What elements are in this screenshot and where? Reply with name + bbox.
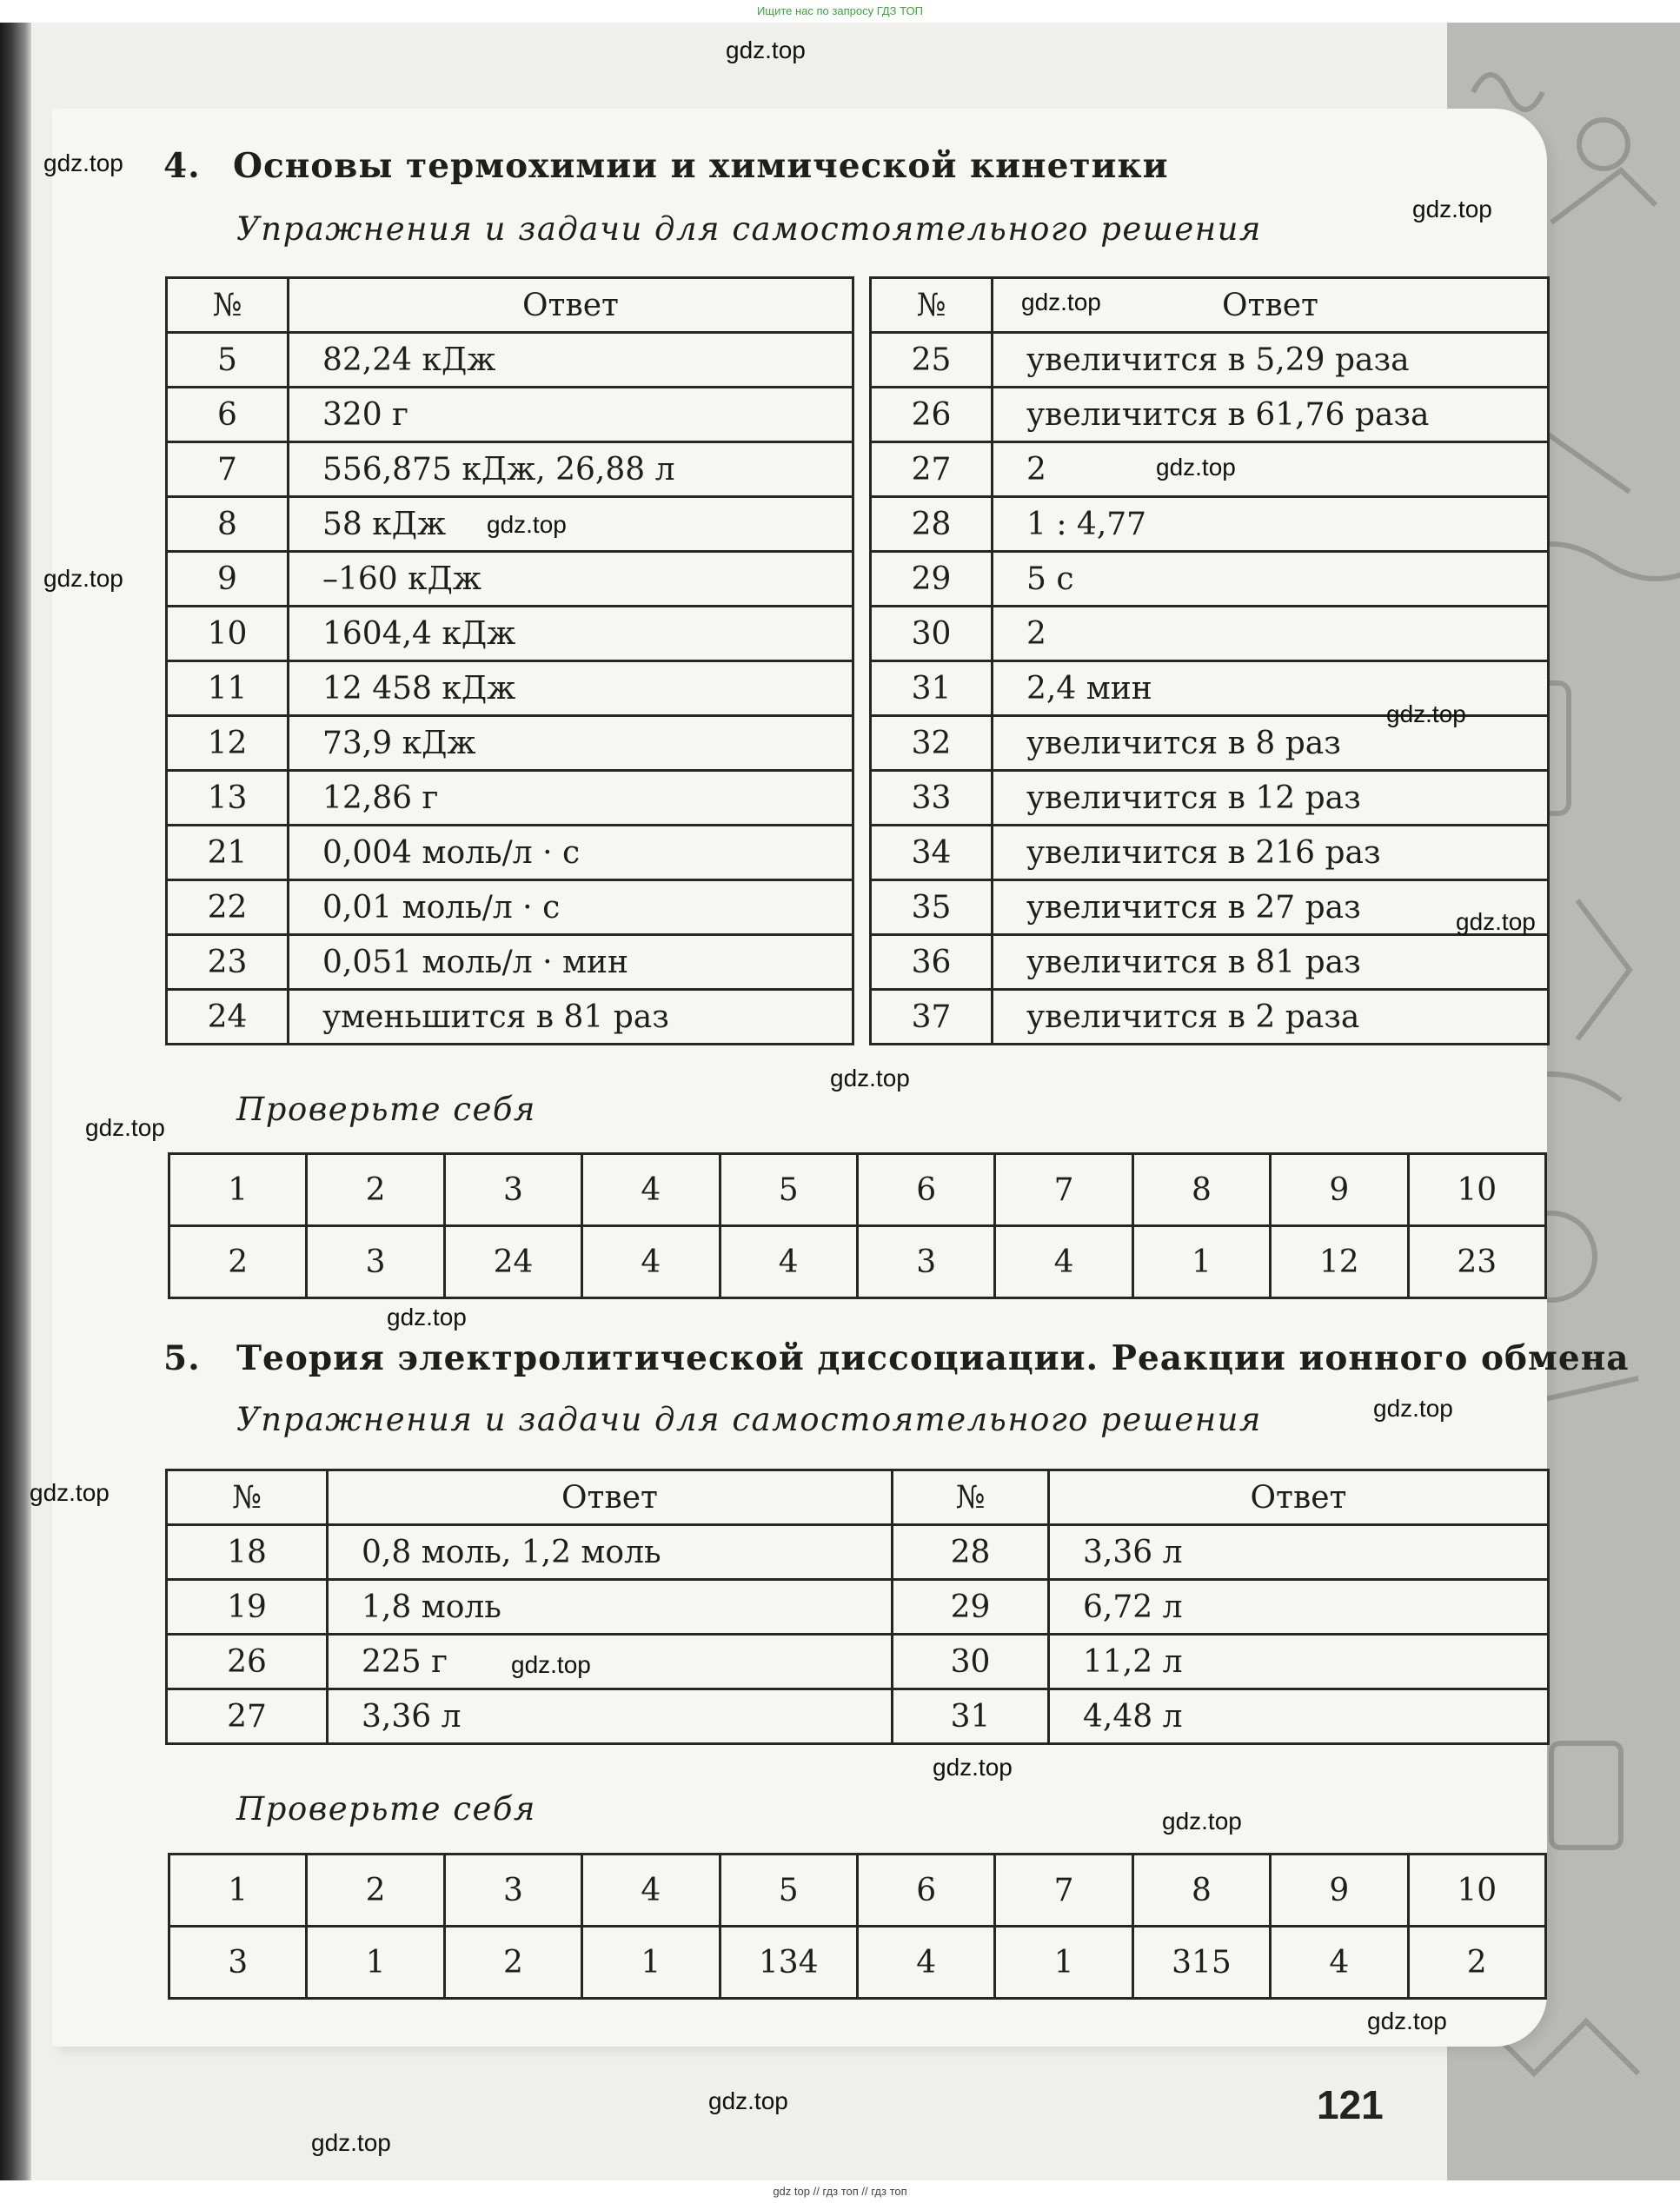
- question-number-cell: 3: [444, 1855, 581, 1927]
- section-5-number: 5.: [163, 1338, 201, 1378]
- watermark: gdz.top: [933, 1754, 1013, 1781]
- top-banner: Ищите нас по запросу ГДЗ ТОП: [757, 4, 923, 17]
- watermark: gdz.top: [1156, 454, 1236, 481]
- question-number-cell: 8: [1132, 1154, 1270, 1226]
- question-number-cell: 7: [995, 1855, 1132, 1927]
- answer-cell: 315: [1132, 1927, 1270, 1999]
- check-questions-row: [169, 1855, 1546, 1927]
- table-row: [167, 1525, 1549, 1580]
- watermark: gdz.top: [1367, 2007, 1447, 2034]
- watermark: gdz.top: [1021, 289, 1101, 315]
- question-number-cell: 1: [169, 1855, 307, 1927]
- check-questions-row: [169, 1154, 1546, 1226]
- table-gap: [853, 442, 871, 497]
- row-number: 26: [871, 388, 993, 442]
- table-row: [167, 826, 1549, 880]
- row-number: 30: [871, 607, 993, 661]
- table-row: [167, 497, 1549, 552]
- watermark: gdz.top: [726, 36, 806, 63]
- answer-cell: 23: [1408, 1226, 1545, 1298]
- watermark: gdz.top: [1162, 1808, 1242, 1835]
- row-number: 13: [167, 771, 289, 826]
- row-number: 22: [167, 880, 289, 935]
- table-header-row: [167, 1470, 1549, 1525]
- question-number-cell: 7: [995, 1154, 1132, 1226]
- row-answer: 225 г: [328, 1635, 893, 1689]
- row-answer: увеличится в 216 раз: [993, 826, 1549, 880]
- row-answer: 58 кДж: [289, 497, 853, 552]
- watermark: gdz.top: [708, 2087, 788, 2114]
- row-number: 29: [893, 1580, 1049, 1635]
- column-header-answer: Ответ: [1049, 1470, 1549, 1525]
- row-number: 18: [167, 1525, 328, 1580]
- answer-cell: 12: [1271, 1226, 1408, 1298]
- question-number-cell: 4: [582, 1855, 720, 1927]
- table-row: [167, 333, 1549, 388]
- question-number-cell: 2: [307, 1855, 444, 1927]
- question-number-cell: 9: [1271, 1154, 1408, 1226]
- row-number: 31: [893, 1689, 1049, 1744]
- table-gap: [853, 826, 871, 880]
- section-5-heading: [163, 1338, 1630, 1378]
- row-answer: увеличится в 27 раз: [993, 880, 1549, 935]
- answer-cell: 1: [1132, 1226, 1270, 1298]
- watermark: gdz.top: [511, 1651, 591, 1678]
- question-number-cell: 5: [720, 1855, 857, 1927]
- row-answer: 1604,4 кДж: [289, 607, 853, 661]
- answer-cell: 1: [995, 1927, 1132, 1999]
- row-number: 36: [871, 935, 993, 990]
- answer-cell: 4: [1271, 1927, 1408, 1999]
- question-number-cell: 5: [720, 1154, 857, 1226]
- bottom-banner: gdz top // гдз топ // гдз топ: [773, 2185, 907, 2198]
- table-row: [167, 990, 1549, 1045]
- watermark: gdz.top: [1373, 1395, 1453, 1422]
- row-answer: увеличится в 5,29 раза: [993, 333, 1549, 388]
- row-answer: 73,9 кДж: [289, 716, 853, 771]
- row-number: 29: [871, 552, 993, 607]
- question-number-cell: 6: [857, 1855, 994, 1927]
- table-row: [167, 661, 1549, 716]
- table-row: [167, 880, 1549, 935]
- row-answer: увеличится в 61,76 раза: [993, 388, 1549, 442]
- row-answer: 2,4 мин: [993, 661, 1549, 716]
- row-number: 7: [167, 442, 289, 497]
- row-number: 10: [167, 607, 289, 661]
- column-header-answer: Ответ: [328, 1470, 893, 1525]
- page-number: 121: [1317, 2082, 1384, 2127]
- question-number-cell: 6: [857, 1154, 994, 1226]
- row-number: 26: [167, 1635, 328, 1689]
- answer-cell: 2: [169, 1226, 307, 1298]
- row-number: 23: [167, 935, 289, 990]
- row-answer: увеличится в 8 раз: [993, 716, 1549, 771]
- answer-cell: 3: [857, 1226, 994, 1298]
- check-answers-row: [169, 1226, 1546, 1298]
- watermark: gdz.top: [30, 1479, 110, 1506]
- row-answer: увеличится в 12 раз: [993, 771, 1549, 826]
- check-answers-row: [169, 1927, 1546, 1999]
- row-answer: 320 г: [289, 388, 853, 442]
- table-gap: [853, 497, 871, 552]
- row-number: 9: [167, 552, 289, 607]
- watermark: gdz.top: [830, 1065, 910, 1092]
- column-header-number: №: [167, 278, 289, 333]
- question-number-cell: 9: [1271, 1855, 1408, 1927]
- section-5-answers-table: [165, 1469, 1550, 1745]
- row-answer: 1 : 4,77: [993, 497, 1549, 552]
- table-gap: [853, 935, 871, 990]
- row-answer: 2: [993, 442, 1549, 497]
- table-row: [167, 552, 1549, 607]
- row-number: 25: [871, 333, 993, 388]
- row-number: 30: [893, 1635, 1049, 1689]
- section-5-check-title: Проверьте себя: [236, 1790, 536, 1828]
- table-header-row: [167, 278, 1549, 333]
- section-4-answers-table: [165, 276, 1550, 1045]
- question-number-cell: 10: [1408, 1154, 1545, 1226]
- table-gap: [853, 278, 871, 333]
- table-row: [167, 442, 1549, 497]
- row-answer: 0,004 моль/л · с: [289, 826, 853, 880]
- column-header-answer: Ответ: [289, 278, 853, 333]
- table-gap: [853, 388, 871, 442]
- watermark: gdz.top: [43, 149, 123, 176]
- table-row: [167, 771, 1549, 826]
- answer-cell: 2: [444, 1927, 581, 1999]
- watermark: gdz.top: [311, 2129, 391, 2156]
- row-number: 31: [871, 661, 993, 716]
- section-5-check-table: [168, 1853, 1547, 2000]
- section-4-check-table: [168, 1152, 1547, 1299]
- watermark: gdz.top: [1386, 700, 1466, 727]
- row-number: 6: [167, 388, 289, 442]
- row-number: 12: [167, 716, 289, 771]
- question-number-cell: 2: [307, 1154, 444, 1226]
- row-answer: 12,86 г: [289, 771, 853, 826]
- table-row: [167, 388, 1549, 442]
- answer-cell: 4: [995, 1226, 1132, 1298]
- section-5-title: Теория электролитической диссоциации. Реакции ионного обмена: [236, 1338, 1630, 1378]
- watermark: gdz.top: [43, 565, 123, 592]
- answer-cell: 134: [720, 1927, 857, 1999]
- row-answer: 4,48 л: [1049, 1689, 1549, 1744]
- table-row: [167, 1580, 1549, 1635]
- watermark: gdz.top: [487, 511, 567, 538]
- table-row: [167, 607, 1549, 661]
- answer-cell: 1: [307, 1927, 444, 1999]
- column-header-number: №: [871, 278, 993, 333]
- row-answer: 1,8 моль: [328, 1580, 893, 1635]
- row-number: 34: [871, 826, 993, 880]
- row-answer: 11,2 л: [1049, 1635, 1549, 1689]
- row-number: 28: [871, 497, 993, 552]
- section-4-subtitle: Упражнения и задачи для самостоятельного решения: [236, 210, 1262, 248]
- answer-cell: 3: [307, 1226, 444, 1298]
- row-number: 33: [871, 771, 993, 826]
- row-number: 35: [871, 880, 993, 935]
- section-4-heading: [163, 146, 1169, 186]
- question-number-cell: 1: [169, 1154, 307, 1226]
- row-answer: уменьшится в 81 раз: [289, 990, 853, 1045]
- row-answer: увеличится в 81 раз: [993, 935, 1549, 990]
- table-gap: [853, 552, 871, 607]
- row-answer: 3,36 л: [328, 1689, 893, 1744]
- table-gap: [853, 661, 871, 716]
- section-4-number: 4.: [163, 146, 201, 186]
- row-answer: 556,875 кДж, 26,88 л: [289, 442, 853, 497]
- column-header-number: №: [893, 1470, 1049, 1525]
- row-number: 27: [167, 1689, 328, 1744]
- table-gap: [853, 333, 871, 388]
- row-answer: 82,24 кДж: [289, 333, 853, 388]
- row-number: 5: [167, 333, 289, 388]
- row-answer: 5 с: [993, 552, 1549, 607]
- question-number-cell: 4: [582, 1154, 720, 1226]
- table-row: [167, 935, 1549, 990]
- table-row: [167, 716, 1549, 771]
- row-number: 24: [167, 990, 289, 1045]
- column-header-answer: Ответ: [993, 278, 1549, 333]
- row-answer: 2: [993, 607, 1549, 661]
- table-row: [167, 1635, 1549, 1689]
- answer-cell: 4: [720, 1226, 857, 1298]
- table-gap: [853, 771, 871, 826]
- table-gap: [853, 607, 871, 661]
- section-4-check-title: Проверьте себя: [236, 1091, 536, 1128]
- answer-cell: 4: [857, 1927, 994, 1999]
- table-gap: [853, 880, 871, 935]
- question-number-cell: 8: [1132, 1855, 1270, 1927]
- book-spine-shadow: [0, 23, 31, 2180]
- table-gap: [853, 990, 871, 1045]
- watermark: gdz.top: [1412, 196, 1492, 222]
- table-row: [167, 1689, 1549, 1744]
- row-answer: 0,01 моль/л · с: [289, 880, 853, 935]
- watermark: gdz.top: [387, 1304, 467, 1330]
- watermark: gdz.top: [1456, 908, 1536, 935]
- row-number: 27: [871, 442, 993, 497]
- row-number: 19: [167, 1580, 328, 1635]
- row-number: 21: [167, 826, 289, 880]
- answer-cell: 2: [1408, 1927, 1545, 1999]
- section-4-title: Основы термохимии и химической кинетики: [233, 146, 1169, 186]
- row-number: 8: [167, 497, 289, 552]
- row-number: 28: [893, 1525, 1049, 1580]
- column-header-number: №: [167, 1470, 328, 1525]
- row-answer: увеличится в 2 раза: [993, 990, 1549, 1045]
- answer-cell: 24: [444, 1226, 581, 1298]
- row-answer: 0,8 моль, 1,2 моль: [328, 1525, 893, 1580]
- question-number-cell: 10: [1408, 1855, 1545, 1927]
- row-answer: 12 458 кДж: [289, 661, 853, 716]
- row-answer: –160 кДж: [289, 552, 853, 607]
- row-answer: 0,051 моль/л · мин: [289, 935, 853, 990]
- row-number: 11: [167, 661, 289, 716]
- watermark: gdz.top: [85, 1114, 165, 1141]
- row-number: 32: [871, 716, 993, 771]
- row-answer: 6,72 л: [1049, 1580, 1549, 1635]
- answer-cell: 3: [169, 1927, 307, 1999]
- question-number-cell: 3: [444, 1154, 581, 1226]
- row-answer: 3,36 л: [1049, 1525, 1549, 1580]
- answer-cell: 4: [582, 1226, 720, 1298]
- row-number: 37: [871, 990, 993, 1045]
- table-gap: [853, 716, 871, 771]
- answer-cell: 1: [582, 1927, 720, 1999]
- section-5-subtitle: Упражнения и задачи для самостоятельного решения: [236, 1401, 1262, 1438]
